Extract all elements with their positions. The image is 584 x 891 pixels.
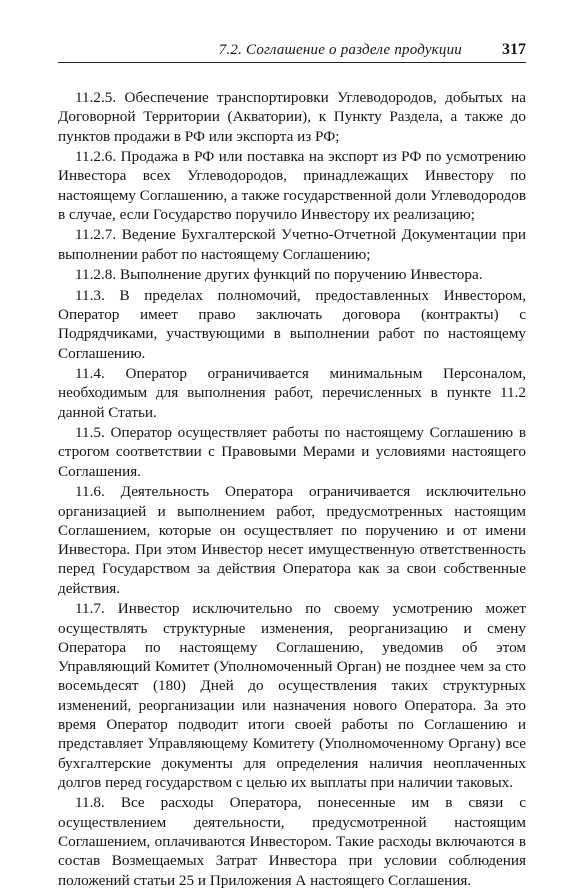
paragraph-11-8: 11.8. Все расходы Оператора, понесенные им в связи с осуществлением деятельности, предусмотренной настоящим Соглашением, оплачиваются Инвестором. Такие расходы включаются в состав Возмещаемых Затрат Инвестора при условии соблюдения положений статьи 25 и Приложения А настоящего Соглашения. (58, 794, 526, 889)
paragraph-11-7: 11.7. Инвестор исключительно по своему усмотрению может осуществлять структурные изменения, реорганизацию и смену Оператора по настоящему Соглашению, уведомив об этом Управляющий Комитет (Уполномоченный Орган) не позднее чем за сто восемьдесят (180) Дней до осуществления таких структурных изменений, реорганизации или назначения нового Оператора. За это время Оператор подводит итоги своей работы по Соглашению и представляет Управляющему Комитету (Уполномоченному Органу) все бухгалтерские документы для определения наличия неоплаченных долгов перед государством с целью их выплаты при наличии таковых. (58, 600, 526, 791)
paragraph-11-4: 11.4. Оператор ограничивается минимальным Персоналом, необходимым для выполнения работ, перечисленных в пункте 11.2 данной Статьи. (58, 365, 526, 421)
paragraph-11-2-7: 11.2.7. Ведение Бухгалтерской Учетно-Отчетной Документации при выполнении работ по настоящему Соглашению; (58, 226, 526, 263)
running-head: 7.2. Соглашение о разделе продукции (218, 42, 462, 58)
page-header (58, 40, 526, 63)
paragraph-11-2-6: 11.2.6. Продажа в РФ или поставка на экспорт из РФ по усмотрению Инвестора всех Углеводородов, принадлежащих Инвестору по настоящему Соглашению, а также государственной доли Углеводородов в случае, если Государство поручило Инвестору их реализацию; (58, 148, 526, 223)
paragraph-11-2-8: 11.2.8. Выполнение других функций по поручению Инвестора. (75, 266, 483, 284)
paragraph-11-5: 11.5. Оператор осуществляет работы по настоящему Соглашению в строгом соответствии с Правовыми Мерами и условиями настоящего Соглашения. (58, 424, 526, 480)
paragraph-11-3: 11.3. В пределах полномочий, предоставленных Инвестором, Оператор имеет право заключать договора (контракты) с Подрядчиками, участвующими в выполнении работ по настоящему Соглашению. (58, 286, 526, 362)
paragraph-11-2-5: 11.2.5. Обеспечение транспортировки Углеводородов, добытых на Договорной Территории (Акватории), к Пункту Раздела, а также до пунктов продажи в РФ или экспорта из РФ; (58, 89, 526, 145)
body-text (58, 88, 526, 891)
page-number: 317 (502, 41, 526, 58)
paragraph-11-6: 11.6. Деятельность Оператора ограничивается исключительно организацией и выполнением работ, предусмотренных настоящим Соглашением, которые он осуществляет по поручению и от имени Инвестора. При этом Инвестор несет имущественную ответственность перед Государством за действия Оператора как за свои собственные действия. (58, 483, 526, 597)
